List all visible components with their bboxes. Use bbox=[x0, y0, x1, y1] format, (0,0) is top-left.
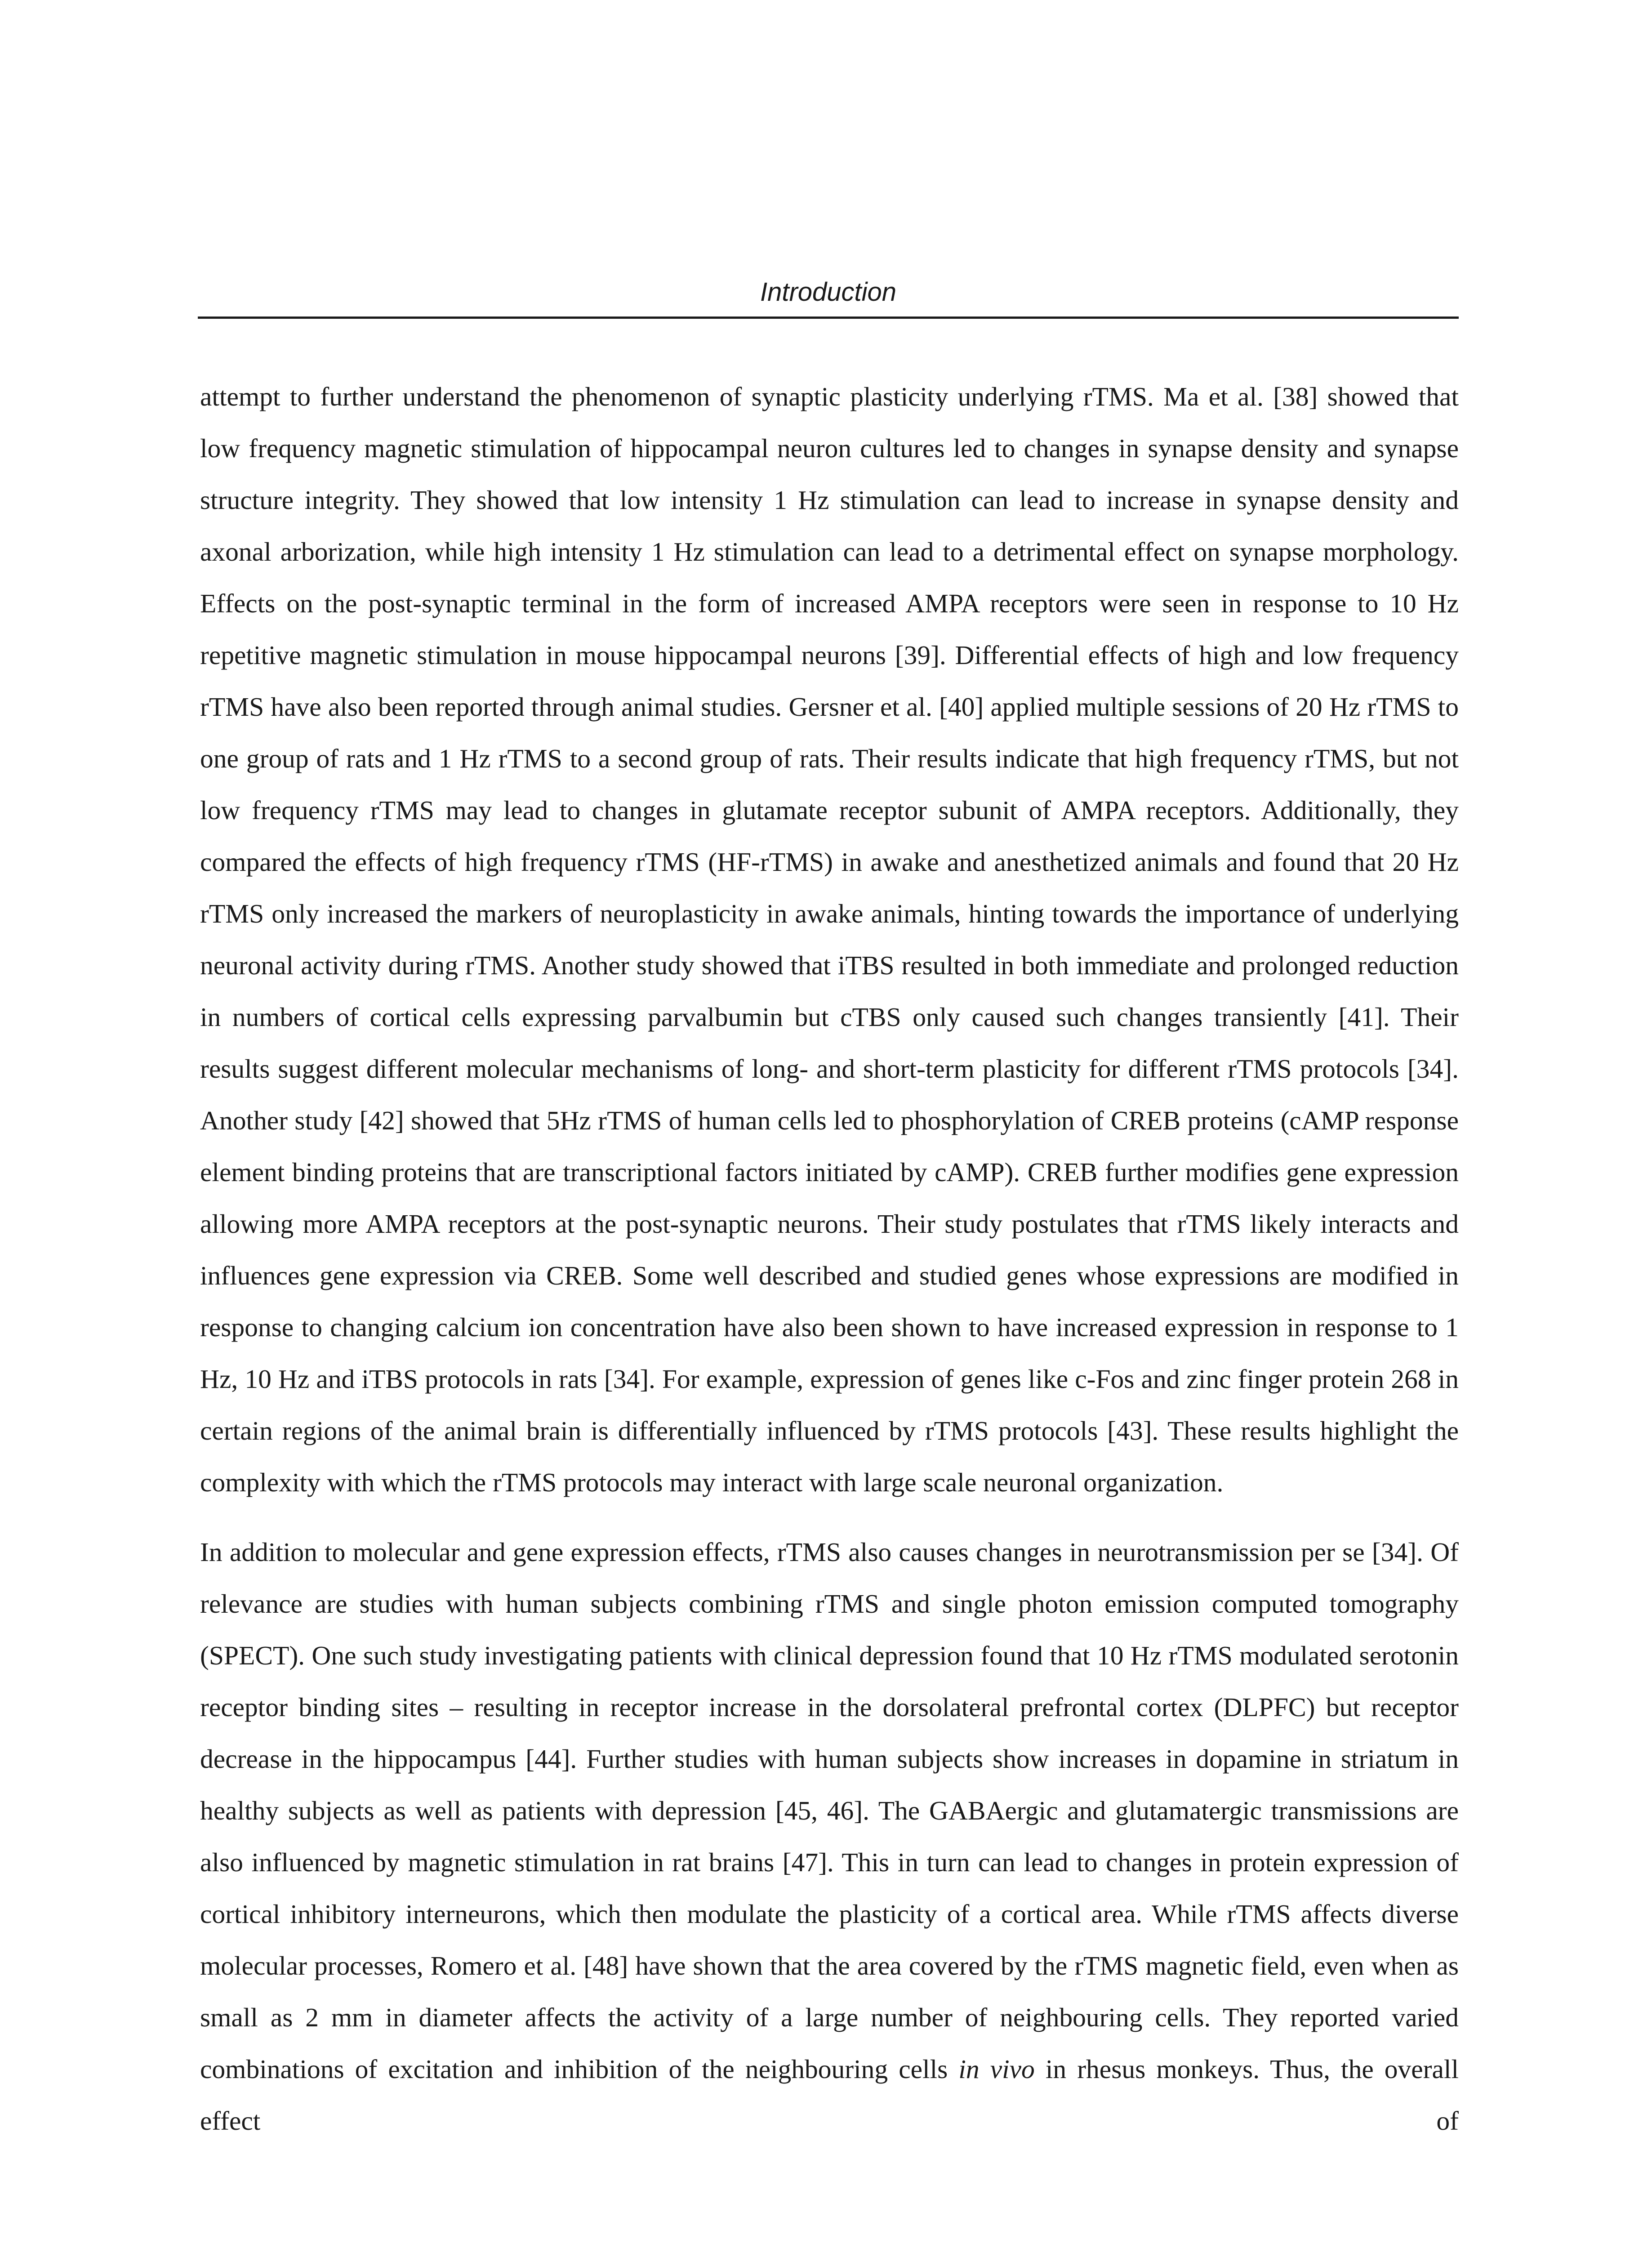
header-divider bbox=[198, 317, 1459, 319]
paragraph-1: attempt to further understand the phenomenon of synaptic plasticity underlying rTMS. Ma et al. [38] showed that low frequency magnetic stimulation of hippocampal neuron cultures led to changes in synapse density and synapse structure integrity. They showed that low intensity 1 Hz stimulation can lead to increase in synapse density and axonal arborization, while high intensity 1 Hz stimulation can lead to a detrimental effect on synapse morphology. Effects on the post-synaptic terminal in the form of increased AMPA receptors were seen in response to 10 Hz repetitive magnetic stimulation in mouse hippocampal neurons [39]. Differential effects of high and low frequency rTMS have also been reported through animal studies. Gersner et al. [40] applied multiple sessions of 20 Hz rTMS to one group of rats and 1 Hz rTMS to a second group of rats. Their results indicate that high frequency rTMS, but not low frequency rTMS may lead to changes in glutamate receptor subunit of AMPA receptors. Additionally, they compared the effects of high frequency rTMS (HF-rTMS) in awake and anesthetized animals and found that 20 Hz rTMS only increased the markers of neuroplasticity in awake animals, hinting towards the importance of underlying neuronal activity during rTMS. Another study showed that iTBS resulted in both immediate and prolonged reduction in numbers of cortical cells expressing parvalbumin but cTBS only caused such changes transiently [41]. Their results suggest different molecular mechanisms of long- and short-term plasticity for different rTMS protocols [34]. Another study [42] showed that 5Hz rTMS of human cells led to phosphorylation of CREB proteins (cAMP response element binding proteins that are transcriptional factors initiated by cAMP). CREB further modifies gene expression allowing more AMPA receptors at the post-synaptic neurons. Their study postulates that rTMS likely interacts and influences gene expression via CREB. Some well described and studied genes whose expressions are modified in response to changing calcium ion concentration have also been shown to have increased expression in response to 1 Hz, 10 Hz and iTBS protocols in rats [34]. For example, expression of genes like c-Fos and zinc finger protein 268 in certain regions of the animal brain is differentially influenced by rTMS protocols [43]. These results highlight the complexity with which the rTMS protocols may interact with large scale neuronal organization. bbox=[200, 382, 1459, 1497]
paragraph-2 bbox=[200, 1526, 1459, 2147]
paragraph-2-text-start: In addition to molecular and gene expression effects, rTMS also causes changes in neurotransmission per se [34]. Of relevance are studies with human subjects combining rTMS and single photon emission computed tomography (SPECT). One such study investigating patients with clinical depression found that 10 Hz rTMS modulated serotonin receptor binding sites – resulting in receptor increase in the dorsolateral prefrontal cortex (DLPFC) but receptor decrease in the hippocampus [44]. Further studies with human subjects show increases in dopamine in striatum in healthy subjects as well as patients with depression [45, 46]. The GABAergic and glutamatergic transmissions are also influenced by magnetic stimulation in rat brains [47]. This in turn can lead to changes in protein expression of cortical inhibitory interneurons, which then modulate the plasticity of a cortical area. While rTMS affects diverse molecular processes, Romero et al. [48] have shown that the area covered by the rTMS magnetic field, even when as small as 2 mm in diameter affects the activity of a large number of neighbouring cells. They reported varied combinations of excitation and inhibition of the neighbouring cells bbox=[200, 1537, 1459, 2084]
paragraph-2-text-end: in rhesus monkeys. Thus, the overall effect of bbox=[200, 2054, 1459, 2136]
paragraph-2-italic-term: in vivo bbox=[958, 2054, 1035, 2084]
body-text bbox=[200, 371, 1459, 2147]
running-header-title: Introduction bbox=[760, 277, 897, 307]
